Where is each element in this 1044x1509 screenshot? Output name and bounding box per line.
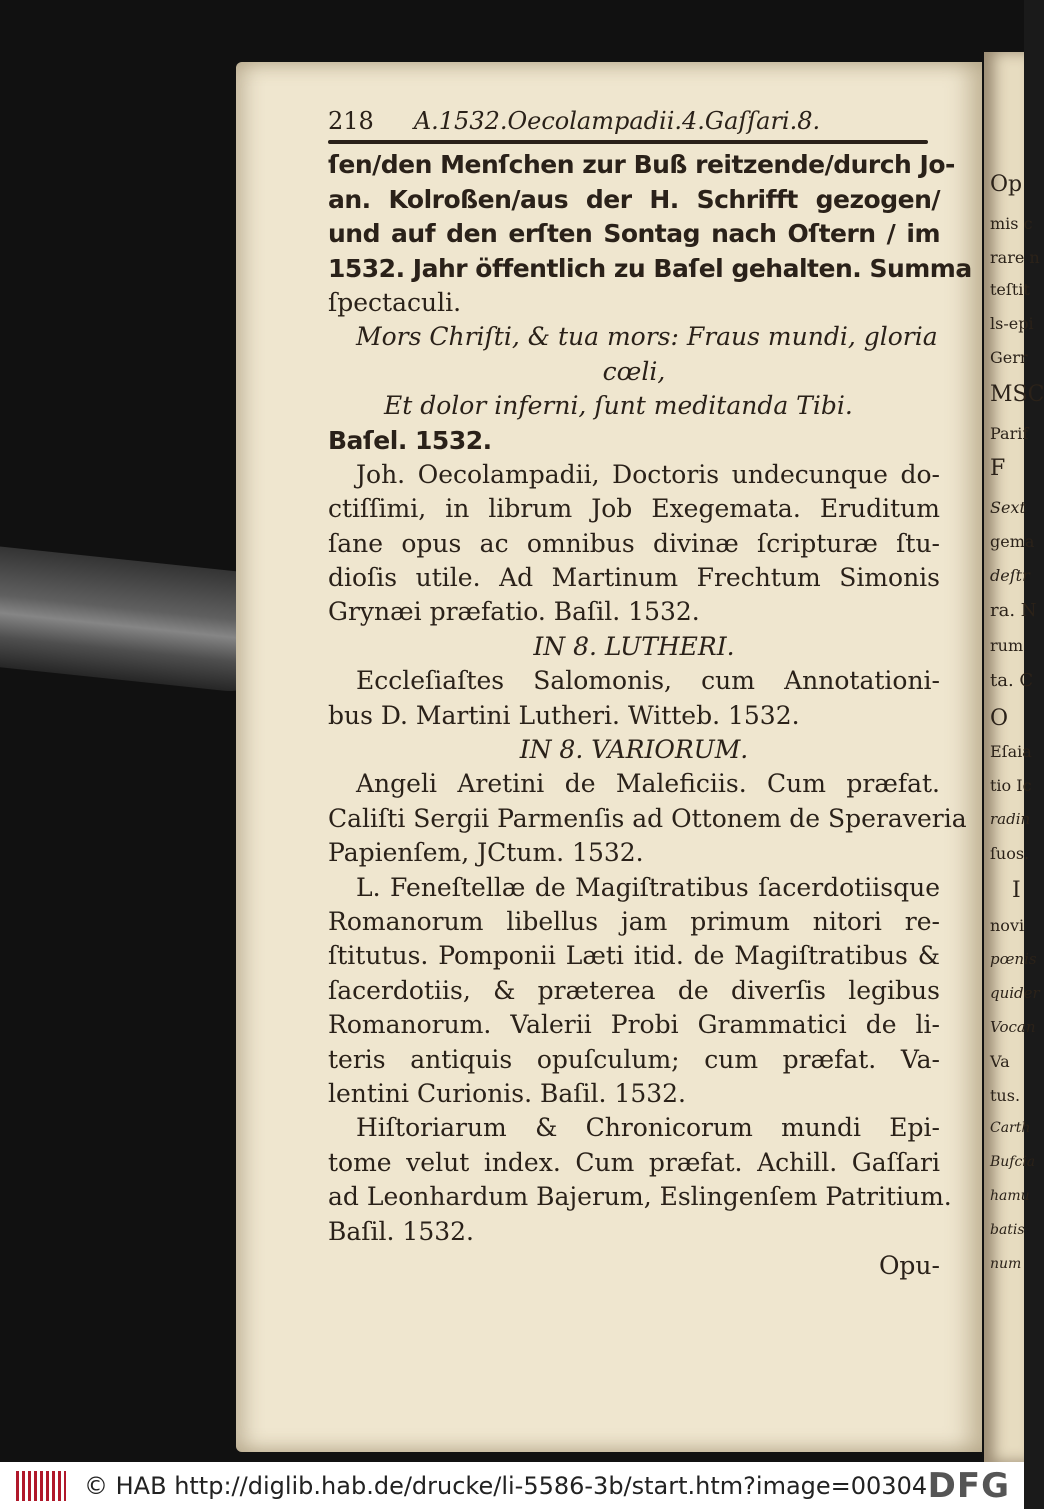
verse-line: Et dolor inferni, ſunt meditanda Tibi. bbox=[384, 391, 853, 421]
text-line: teris antiquis opuſculum; cum præfat. Va- bbox=[328, 1044, 940, 1074]
text-line: bus D. Martini Lutheri. Witteb. 1532. bbox=[328, 700, 800, 730]
adjacent-fragment: num bbox=[990, 1256, 1022, 1272]
verse-line: cœli, bbox=[602, 356, 666, 386]
adjacent-fragment: Vocan bbox=[990, 1018, 1036, 1036]
adjacent-fragment: F bbox=[990, 456, 1006, 481]
adjacent-fragment: Sext bbox=[990, 498, 1026, 517]
adjacent-fragment: tio Ic bbox=[990, 776, 1032, 795]
adjacent-fragment: quider bbox=[990, 984, 1040, 1002]
adjacent-fragment: ra. N bbox=[990, 600, 1037, 621]
header-rule bbox=[328, 140, 928, 144]
imprint-line: Baſel. 1532. bbox=[328, 425, 492, 455]
catchword: Opu- bbox=[878, 1250, 940, 1280]
text-line: und auf den erſten Sontag nach Oſtern / im bbox=[328, 219, 940, 249]
adjacent-fragment: Carth bbox=[990, 1120, 1031, 1136]
text-line: 1532. Jahr öffentlich zu Baſel gehalten. Summa bbox=[328, 253, 972, 283]
adjacent-fragment: ls-epi bbox=[990, 314, 1034, 333]
adjacent-fragment: batis bbox=[990, 1222, 1025, 1238]
text-line: ſen/den Menſchen zur Buß reitzende/durch Jo- bbox=[328, 150, 955, 180]
text-line: lentini Curionis. Baſil. 1532. bbox=[328, 1078, 687, 1108]
adjacent-fragment: tus. bbox=[990, 1086, 1021, 1105]
adjacent-fragment: I bbox=[1012, 878, 1021, 903]
text-line: Joh. Oecolampadii, Doctoris undecunque do- bbox=[356, 459, 940, 489]
section-heading: IN 8. LUTHERI. bbox=[533, 631, 735, 661]
dfg-logo: DFG bbox=[927, 1465, 1010, 1506]
adjacent-fragment: gema bbox=[990, 532, 1035, 551]
adjacent-fragment: Op bbox=[990, 172, 1023, 197]
adjacent-fragment: Gerr bbox=[990, 348, 1028, 367]
text-line: Baſil. 1532. bbox=[328, 1216, 474, 1246]
text-line: L. Feneſtellæ de Magiſtratibus ſacerdotiisque bbox=[356, 872, 940, 902]
text-line: Caliſti Sergii Parmenſis ad Ottonem de Speraveria bbox=[328, 803, 967, 833]
adjacent-fragment: radin bbox=[990, 810, 1031, 828]
adjacent-fragment: ta. C bbox=[990, 670, 1034, 691]
adjacent-fragment: Parif bbox=[990, 424, 1029, 443]
verse-line: Mors Chriſti, & tua mors: Fraus mundi, gloria bbox=[356, 322, 938, 352]
running-title: A.1532.Oecolampadii.4.Gaſſari.8. bbox=[413, 107, 821, 135]
hab-logo-icon bbox=[16, 1471, 66, 1501]
adjacent-fragment: mis c bbox=[990, 214, 1033, 233]
adjacent-fragment: Eſaia bbox=[990, 742, 1032, 761]
text-line: ſacerdotiis, & præterea de diverſis legibus bbox=[328, 975, 940, 1005]
section-heading: IN 8. VARIORUM. bbox=[519, 735, 749, 765]
text-line: ſtitutus. Pomponii Læti itid. de Magiſtratibus & bbox=[328, 941, 940, 971]
text-line: Eccleſiaſtes Salomonis, cum Annotationi- bbox=[356, 666, 940, 696]
adjacent-fragment: ſuos. bbox=[990, 844, 1030, 863]
adjacent-fragment: novi bbox=[990, 916, 1025, 935]
adjacent-page-strip bbox=[984, 52, 1044, 1462]
adjacent-fragment: O bbox=[990, 706, 1009, 731]
adjacent-fragment: Va bbox=[990, 1052, 1010, 1071]
running-header bbox=[328, 104, 940, 138]
adjacent-fragment: hamu bbox=[990, 1188, 1030, 1204]
page-number: 218 bbox=[328, 107, 374, 135]
text-line: Romanorum libellus jam primum nitori re- bbox=[328, 906, 940, 936]
text-line: ſpectaculi. bbox=[328, 287, 462, 317]
adjacent-fragment: rum bbox=[990, 636, 1024, 655]
copyright-link[interactable]: © HAB http://diglib.hab.de/drucke/li-5586-3b/start.htm?image=00304 bbox=[84, 1471, 928, 1500]
text-line: ctiſſimi, in librum Job Exegemata. Eruditum bbox=[328, 494, 940, 524]
adjacent-fragment: rare n bbox=[990, 248, 1040, 267]
text-line: Romanorum. Valerii Probi Grammatici de li- bbox=[328, 1010, 940, 1040]
adjacent-fragment: Bufcia bbox=[990, 1154, 1036, 1170]
text-line: dioſis utile. Ad Martinum Frechtum Simonis bbox=[328, 563, 940, 593]
text-line: Papienſem, JCtum. 1532. bbox=[328, 838, 644, 868]
adjacent-fragment: teſtit bbox=[990, 280, 1030, 299]
adjacent-fragment: MSC bbox=[990, 382, 1044, 407]
text-line: Hiſtoriarum & Chronicorum mundi Epi- bbox=[356, 1113, 940, 1143]
text-line: an. Kolroßen/aus der H. Schrifft gezogen/ bbox=[328, 184, 940, 214]
text-line: tome velut index. Cum præfat. Achill. Gaſſari bbox=[328, 1147, 940, 1177]
text-line: ad Leonhardum Bajerum, Eslingenſem Patritium. bbox=[328, 1182, 952, 1212]
text-line: Angeli Aretini de Maleficiis. Cum præfat. bbox=[356, 769, 940, 799]
text-line: ſane opus ac omnibus divinæ ſcripturæ ſtu- bbox=[328, 528, 940, 558]
page-text bbox=[328, 104, 972, 1283]
adjacent-fragment: pœnis bbox=[990, 950, 1037, 968]
adjacent-fragment: deſtr bbox=[990, 566, 1030, 585]
text-line: Grynæi præfatio. Baſil. 1532. bbox=[328, 597, 700, 627]
viewer-footer bbox=[0, 1462, 1024, 1509]
